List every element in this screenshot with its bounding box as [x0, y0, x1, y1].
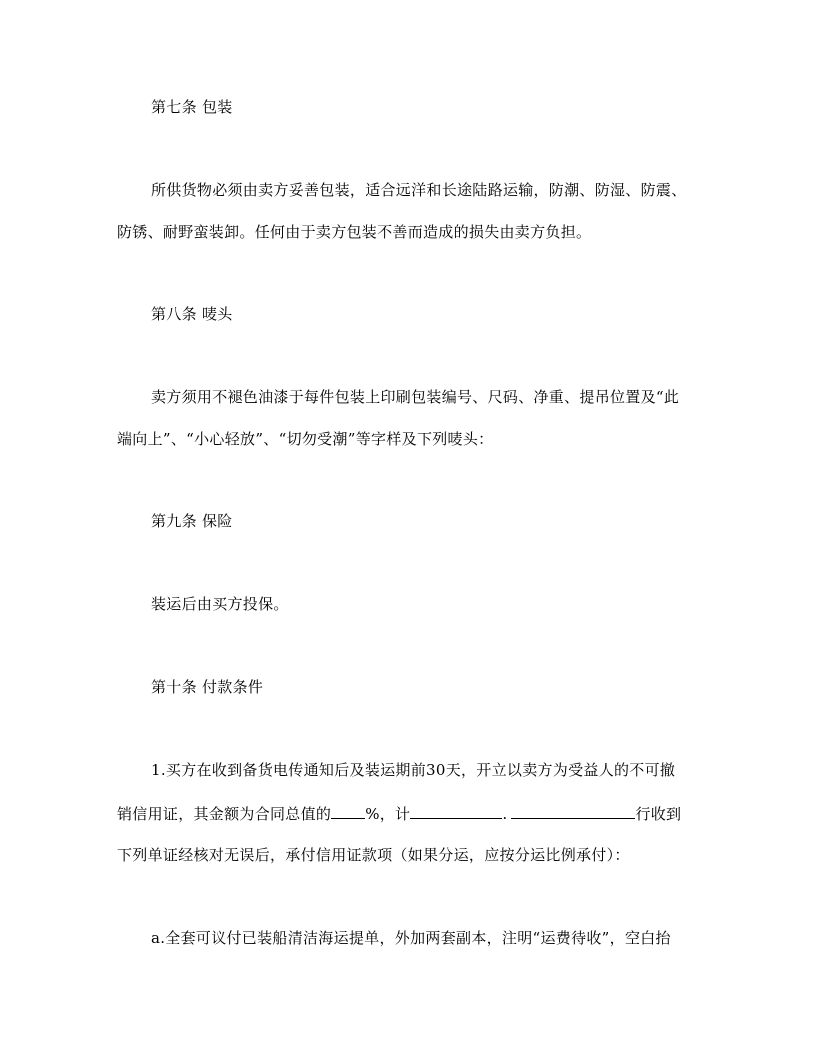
- article-7-heading: 第七条 包装: [151, 98, 233, 116]
- item-1-line-2-text-a: 销信用证，其金额为合同总值的: [117, 805, 332, 823]
- article-8-paragraph-line-1: 卖方须用不褪色油漆于每件包装上印刷包装编号、尺码、净重、提吊位置及“此: [151, 388, 680, 406]
- article-10-item-1-line-2: [117, 803, 681, 824]
- article-8-heading: 第八条 唛头: [151, 305, 233, 323]
- bank-blank: [511, 803, 635, 819]
- article-10-item-1-line-3: 下列单证经核对无误后，承付信用证款项（如果分运，应按分运比例承付）：: [117, 846, 630, 864]
- item-1-line-2-text-b: %，计: [365, 805, 411, 823]
- article-9-heading: 第九条 保险: [151, 512, 233, 530]
- article-10-item-1-line-1: 1.买方在收到备货电传通知后及装运期前30天，开立以卖方为受益人的不可撤: [151, 761, 676, 779]
- article-10-heading: 第十条 付款条件: [151, 678, 264, 696]
- amount-blank: [410, 803, 502, 819]
- article-8-paragraph-line-2: 端向上”、“小心轻放”、“切勿受潮”等字样及下列唛头：: [117, 430, 494, 448]
- article-7-paragraph-line-1: 所供货物必须由卖方妥善包装，适合远洋和长途陆路运输，防潮、防湿、防震、: [151, 181, 687, 199]
- item-1-line-2-text-c: .: [502, 805, 508, 823]
- percent-blank: [331, 803, 365, 819]
- item-1-line-2-text-d: 行收到: [635, 805, 682, 823]
- article-9-paragraph-line-1: 装运后由买方投保。: [151, 595, 289, 613]
- article-7-paragraph-line-2: 防锈、耐野蛮装卸。任何由于卖方包装不善而造成的损失由卖方负担。: [117, 223, 592, 241]
- article-10-item-a-line-1: a.全套可议付已装船清洁海运提单，外加两套副本，注明“运费待收”，空白抬: [151, 929, 671, 947]
